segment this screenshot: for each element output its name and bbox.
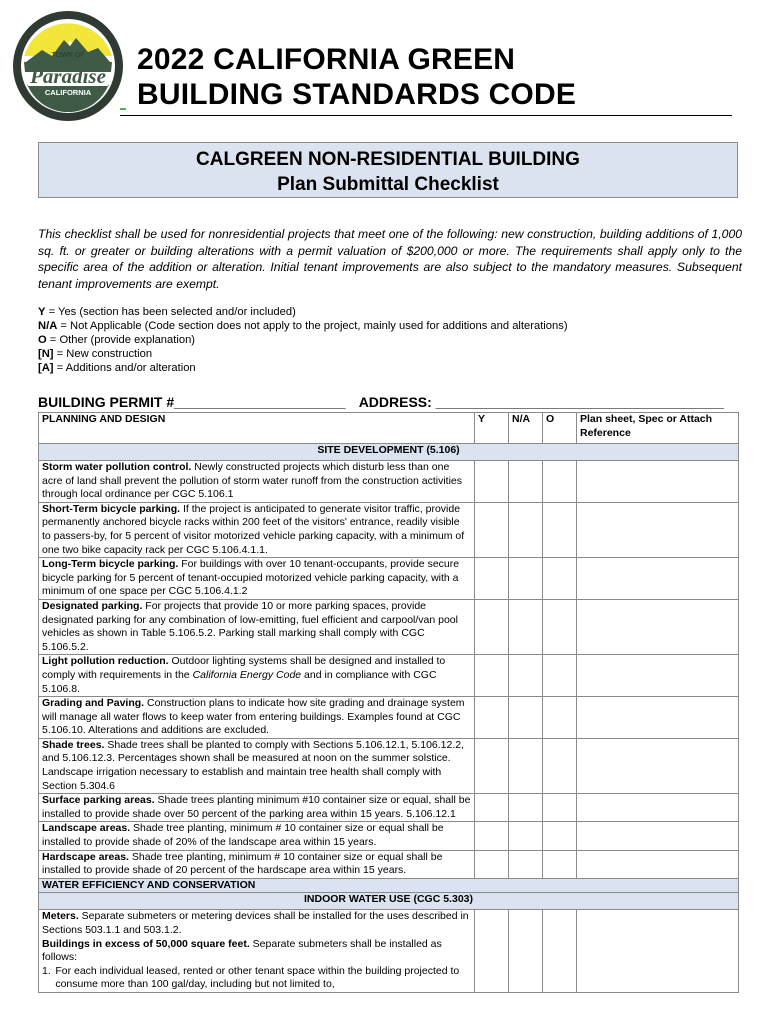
checkbox-y[interactable] (475, 822, 509, 850)
list-number: 1. (42, 964, 51, 977)
legend-text: = Other (provide explanation) (46, 334, 196, 346)
checkbox-o[interactable] (543, 655, 577, 697)
header-y: Y (475, 413, 509, 444)
legend-item (38, 347, 568, 361)
reference-field[interactable] (577, 502, 739, 557)
address-label: ADDRESS: (358, 394, 432, 410)
item-description: Hardscape areas. Shade tree planting, minimum # 10 container size or equal shall be installed to provide shade of 20 percent of the hardscape area within 15 years. (39, 850, 475, 878)
intro-paragraph: This checklist shall be used for nonresidential projects that meet one of the following: new construction, building additions of 1,000 sq. ft. or greater or building alterations with a permit valuation of $200,000 or more. The requirements shall apply only to the specific area of the addition or alteration. Initial tenant improvements are also subject to the mandatory measures. Subsequent tenant improvements are exempt. (38, 227, 742, 291)
table-row (39, 655, 739, 697)
banner-line-1: CALGREEN NON-RESIDENTIAL BUILDING (196, 149, 580, 170)
checkbox-y[interactable] (475, 738, 509, 793)
checklist-banner (38, 142, 738, 198)
checkbox-o[interactable] (543, 850, 577, 878)
checkbox-y[interactable] (475, 502, 509, 557)
table-row (39, 910, 739, 993)
checkbox-o[interactable] (543, 697, 577, 739)
reference-field[interactable] (577, 461, 739, 503)
legend-key: Y (38, 306, 46, 318)
checkbox-y[interactable] (475, 850, 509, 878)
category-row (39, 878, 739, 893)
title-accent (120, 108, 126, 110)
reference-field[interactable] (577, 558, 739, 600)
title-divider (120, 115, 732, 116)
item-description: Grading and Paving. Construction plans to indicate how site grading and drainage system will manage all water flows to keep water from entering buildings. Examples found at CGC 5.106.10. Alterations and additions are excluded. (39, 697, 475, 739)
legend-text: = Additions and/or alteration (53, 362, 196, 374)
checkbox-o[interactable] (543, 794, 577, 822)
section-indoor-water-use: INDOOR WATER USE (CGC 5.303) (39, 893, 739, 910)
checkbox-y[interactable] (475, 910, 509, 993)
checkbox-na[interactable] (509, 655, 543, 697)
legend-item (38, 319, 568, 333)
item-description: Shade trees. Shade trees shall be planted to comply with Sections 5.106.12.1, 5.106.12.2, and 5.106.12.3. Percentages shown shall be measured at noon on the summer solstice. Landscape irrigation necessary to establish and maintain tree health shall comply with Section 5.304.6 (39, 738, 475, 793)
legend (38, 305, 568, 375)
title-line-1: 2022 CALIFORNIA GREEN (137, 43, 516, 76)
reference-field[interactable] (577, 655, 739, 697)
checkbox-o[interactable] (543, 822, 577, 850)
item-description: Meters. Separate submeters or metering devices shall be installed for the uses described in Sections 503.1.1 and 503.1.2. Buildings in excess of 50,000 square feet. Separate submeters shall be installed as follows: 1. For each individual leased, rented or other tenant space within the building projected to consume more than 100 gal/day, including but not limited to, (39, 910, 475, 993)
reference-field[interactable] (577, 850, 739, 878)
reference-field[interactable] (577, 697, 739, 739)
checkbox-o[interactable] (543, 502, 577, 557)
checkbox-na[interactable] (509, 502, 543, 557)
item-description: Light pollution reduction. Outdoor lighting systems shall be designed and installed to comply with requirements in the California Energy Code and in compliance with CGC 5.106.8. (39, 655, 475, 697)
legend-item (38, 361, 568, 375)
item-description: Landscape areas. Shade tree planting, minimum # 10 container size or equal shall be installed to provide shade of 20% of the landscape area within 15 years. (39, 822, 475, 850)
table-row (39, 502, 739, 557)
banner-line-2: Plan Submittal Checklist (277, 174, 499, 195)
item-description: Surface parking areas. Shade trees planting minimum #10 container size or equal, shall be installed to provide shade over 50 percent of the parking area within 15 years. 5.106.12.1 (39, 794, 475, 822)
header-planning: PLANNING AND DESIGN (39, 413, 475, 444)
checkbox-y[interactable] (475, 697, 509, 739)
checkbox-y[interactable] (475, 461, 509, 503)
legend-text: = Yes (section has been selected and/or included) (45, 306, 296, 318)
checkbox-o[interactable] (543, 461, 577, 503)
title-line-2: BUILDING STANDARDS CODE (137, 78, 577, 111)
legend-item (38, 305, 568, 319)
header-o: O (543, 413, 577, 444)
permit-label: BUILDING PERMIT # (38, 394, 175, 410)
checkbox-na[interactable] (509, 599, 543, 654)
legend-text: = New construction (53, 348, 153, 360)
checkbox-y[interactable] (475, 599, 509, 654)
checkbox-o[interactable] (543, 910, 577, 993)
table-row (39, 794, 739, 822)
header-reference: Plan sheet, Spec or Attach Reference (577, 413, 739, 444)
checkbox-na[interactable] (509, 794, 543, 822)
item-description: Long-Term bicycle parking. For buildings with over 10 tenant-occupants, provide secure bicycle parking for 5 percent of tenant-occupied motorized vehicle parking capacity, with a minimum of one space per CGC 5.106.4.1.2 (39, 558, 475, 600)
checkbox-y[interactable] (475, 794, 509, 822)
logo-town-of: TOWN OF (51, 52, 85, 59)
table-row (39, 850, 739, 878)
table-row (39, 822, 739, 850)
section-row (39, 893, 739, 910)
town-logo (12, 10, 124, 122)
section-row (39, 444, 739, 461)
table-row (39, 461, 739, 503)
logo-state: CALIFORNIA (44, 88, 92, 97)
permit-number-field[interactable]: ______________________ (174, 394, 346, 410)
address-field[interactable]: _____________________________________ (435, 394, 724, 410)
table-row (39, 738, 739, 793)
checkbox-y[interactable] (475, 655, 509, 697)
legend-key: [N] (38, 348, 54, 360)
item-description: Designated parking. For projects that provide 10 or more parking spaces, provide designated parking for any combination of low-emitting, fuel efficient and carpool/van pool vehicles as shown in Table 5.106.5.2. Parking stall marking shall comply with CGC 5.106.5.2. (39, 599, 475, 654)
legend-key: O (38, 334, 47, 346)
checkbox-y[interactable] (475, 558, 509, 600)
legend-text: = Not Applicable (Code section does not apply to the project, mainly used for additions and alterations) (57, 320, 568, 332)
table-row (39, 599, 739, 654)
permit-address-line (38, 394, 738, 410)
checkbox-na[interactable] (509, 558, 543, 600)
list-text: For each individual leased, rented or other tenant space within the building projected to consume more than 100 gal/day, including but not limited to, (55, 964, 460, 991)
header-na: N/A (509, 413, 543, 444)
section-site-development: SITE DEVELOPMENT (5.106) (39, 444, 739, 461)
reference-field[interactable] (577, 794, 739, 822)
reference-field[interactable] (577, 738, 739, 793)
category-water-efficiency: WATER EFFICIENCY AND CONSERVATION (39, 878, 739, 893)
reference-field[interactable] (577, 910, 739, 993)
table-header-row (39, 413, 739, 444)
legend-key: [A] (38, 362, 54, 374)
checkbox-o[interactable] (543, 599, 577, 654)
item-description: Short-Term bicycle parking. If the project is anticipated to generate visitor traffic, provide permanently anchored bicycle racks within 200 feet of the visitors' entrance, readily visible to passers-by, for 5 percent of visitor motorized vehicle parking capacity, with a minimum of one two bike capacity rack per CGC 5.106.4.1.1. (39, 502, 475, 557)
reference-field[interactable] (577, 822, 739, 850)
page-title (137, 42, 576, 112)
checkbox-na[interactable] (509, 697, 543, 739)
checkbox-na[interactable] (509, 738, 543, 793)
reference-field[interactable] (577, 599, 739, 654)
logo-inc: INC. 1979 (55, 103, 81, 109)
checkbox-na[interactable] (509, 910, 543, 993)
checkbox-na[interactable] (509, 461, 543, 503)
checkbox-na[interactable] (509, 822, 543, 850)
checkbox-o[interactable] (543, 558, 577, 600)
table-row (39, 558, 739, 600)
legend-key: N/A (38, 320, 58, 332)
table-row (39, 697, 739, 739)
logo-name: Paradise (30, 64, 106, 88)
item-description: Storm water pollution control. Newly constructed projects which disturb less than one acre of land shall prevent the pollution of storm water runoff from the construction activities through local ordinance per CGC 5.106.1 (39, 461, 475, 503)
checkbox-na[interactable] (509, 850, 543, 878)
legend-item (38, 333, 568, 347)
checkbox-o[interactable] (543, 738, 577, 793)
checklist-table (38, 412, 739, 993)
